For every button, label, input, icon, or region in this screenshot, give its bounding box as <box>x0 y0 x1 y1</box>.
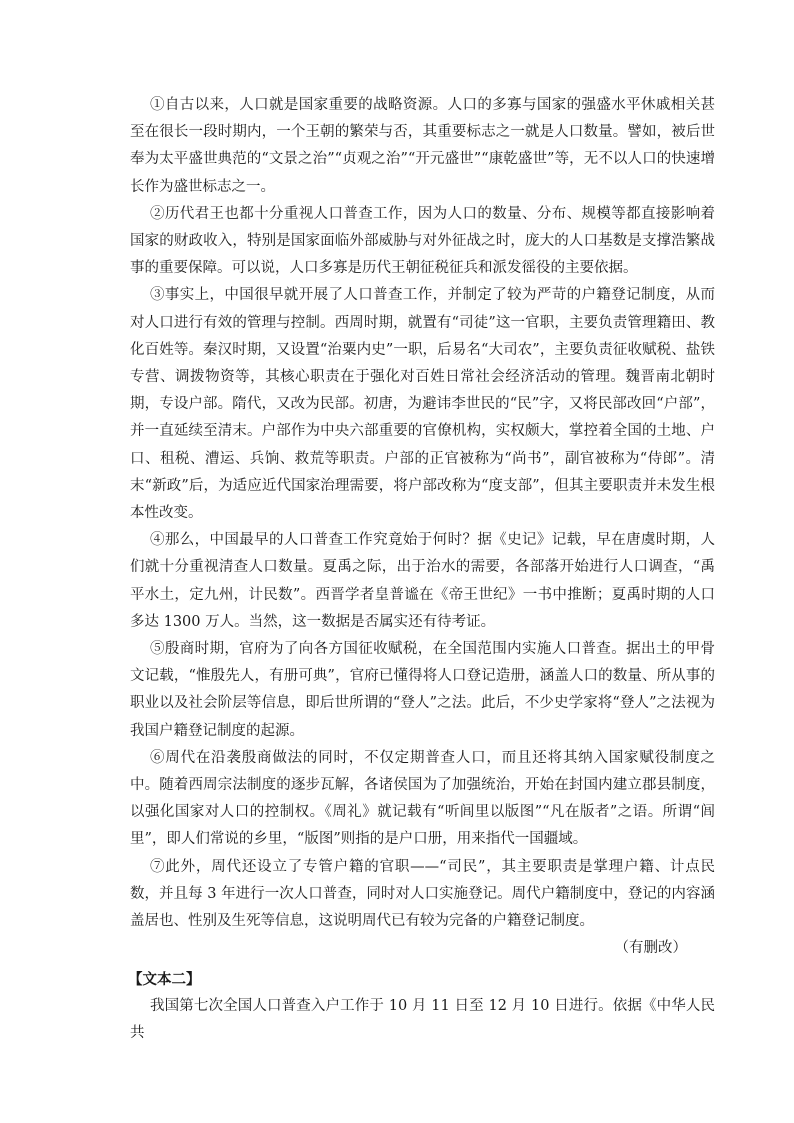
paragraph-7: ⑦此外，周代还设立了专管户籍的官职——“司民”，其主要职责是掌理户籍、计点民数，并且每 3 年进行一次人口普查，同时对人口实施登记。周代户籍制度中，登记的内容涵盖居也、性别及生死等信息，这说明周代已有较为完备的户籍登记制度。 <box>130 858 715 930</box>
paragraph-3: ③事实上，中国很早就开展了人口普查工作，并制定了较为严苛的户籍登记制度，从而对人口进行有效的管理与控制。西周时期，就置有“司徒”这一官职，主要负责管理籍田、教化百姓等。秦汉时期，又设置“治粟内史”一职，后易名“大司农”，主要负责征收赋税、盐铁专营、调拨物资等，其核心职责在于强化对百姓日常社会经济活动的管理。魏晋南北朝时期，专设户部。隋代，又改为民部。初唐，为避讳李世民的“民”字，又将民部改回“户部”，并一直延续至清末。户部作为中央六部重要的官僚机构，实权颇大，掌控着全国的土地、户口、租税、漕运、兵饷、救荒等职责。户部的正官被称为“尚书”，副官被称为“侍郎”。清末“新政”后，为适应近代国家治理需要，将户部改称为“度支部”，但其主要职责并未发生根本性改变。 <box>130 287 715 522</box>
section-2-paragraph: 我国第七次全国人口普查入户工作于 10 月 11 日至 12 月 10 日进行。依据《中华人民共 <box>130 997 715 1041</box>
paragraph-2: ②历代君王也都十分重视人口普查工作，因为人口的数量、分布、规模等都直接影响着国家的财政收入，特别是国家面临外部威胁与对外征战之时，庞大的人口基数是支撑浩繁战事的重要保障。可以说，人口多寡是历代王朝征税征兵和派发徭役的主要依据。 <box>130 205 715 277</box>
paragraph-4: ④那么，中国最早的人口普查工作究竟始于何时？据《史记》记载，早在唐虞时期，人们就十分重视清查人口数量。夏禹之际，出于治水的需要，各部落开始进行人口调查，“禹平水土，定九州，计民数”。西晋学者皇普谧在《帝王世纪》一书中推断；夏禹时期的人口多达 1300 万人。当然，这一数据是否属实还有待考证。 <box>130 532 715 630</box>
paragraph-6: ⑥周代在沿袭殷商做法的同时，不仅定期普查人口，而且还将其纳入国家赋役制度之中。随着西周宗法制度的逐步瓦解，各诸侯国为了加强统治，开始在封国内建立郡县制度，以强化国家对人口的控制权。《周礼》就记载有“听闾里以版图”“凡在版者”之语。所谓“闾里”，即人们常说的乡里，“版图”则指的是户口册，用来指代一国疆域。 <box>130 749 715 848</box>
paragraph-5: ⑤殷商时期，官府为了向各方国征收赋税，在全国范围内实施人口普查。据出土的甲骨文记载，“惟殷先人，有册可典”，官府已懂得将人口登记造册，涵盖人口的数量、所从事的职业以及社会阶层等信息，即后世所谓的“登人”之法。此后，不少史学家将“登人”之法视为我国户籍登记制度的起源。 <box>130 641 715 739</box>
source-note: （有删改） <box>614 940 687 957</box>
paragraph-1: ①自古以来，人口就是国家重要的战略资源。人口的多寡与国家的强盛水平休戚相关甚至在很长一段时期内，一个王朝的繁荣与否，其重要标志之一就是人口数量。譬如，被后世奉为太平盛世典范的“文景之治”“贞观之治”“开元盛世”“康乾盛世”等，无不以人口的快速增长作为盛世标志之一。 <box>130 97 715 195</box>
document-page <box>130 92 715 1047</box>
section-heading-text-two: 【文本二】 <box>128 970 201 988</box>
